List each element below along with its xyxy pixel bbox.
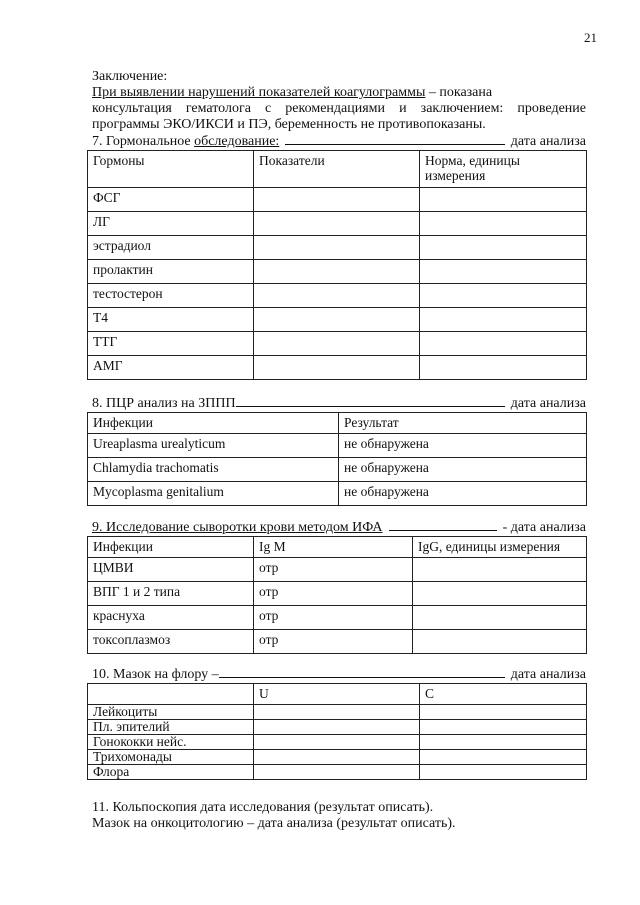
section-10-title: 10. Мазок на флору –	[92, 667, 219, 682]
table-row	[88, 582, 587, 606]
section-7-title-underlined: обследование:	[194, 134, 280, 149]
table-row	[88, 482, 587, 506]
hormone-name: ТТГ	[88, 332, 254, 356]
infection-name: ВПГ 1 и 2 типа	[88, 582, 254, 606]
header-infections: Инфекции	[88, 537, 254, 558]
norm-cell[interactable]	[420, 332, 587, 356]
table-row	[88, 765, 587, 780]
table-row	[88, 720, 587, 735]
hormone-name: ЛГ	[88, 212, 254, 236]
section-9-title: 9. Исследование сыворотки крови методом ИФА	[92, 520, 383, 535]
section-8-title: 8. ПЦР анализ на ЗППП	[92, 396, 236, 411]
header-hormones: Гормоны	[88, 151, 254, 188]
value-cell[interactable]	[254, 212, 420, 236]
norm-cell[interactable]	[420, 236, 587, 260]
header-u: U	[254, 684, 420, 705]
conclusion-line-1	[92, 85, 586, 101]
header-igm: Ig M	[254, 537, 413, 558]
table-row	[88, 332, 587, 356]
header-indicators: Показатели	[254, 151, 420, 188]
page-number: 21	[584, 30, 597, 45]
smear-item: Флора	[88, 765, 254, 780]
smear-table	[87, 683, 587, 780]
section-9-date-fill-line	[389, 529, 497, 531]
smear-item: Трихомонады	[88, 750, 254, 765]
value-cell[interactable]	[254, 188, 420, 212]
c-cell[interactable]	[420, 735, 587, 750]
hormone-name: ФСГ	[88, 188, 254, 212]
igg-cell[interactable]	[413, 558, 587, 582]
section-10-heading	[92, 667, 586, 683]
u-cell[interactable]	[254, 765, 420, 780]
value-cell[interactable]	[254, 356, 420, 380]
section-8-heading	[92, 396, 586, 412]
section-7-heading	[92, 134, 586, 150]
hormone-name: АМГ	[88, 356, 254, 380]
section-7-title-prefix: 7. Гормональное	[92, 134, 195, 149]
table-row	[88, 606, 587, 630]
igm-value: отр	[254, 558, 413, 582]
header-norm-units: Норма, единицы измерения	[420, 151, 587, 188]
table-row	[88, 188, 587, 212]
section-8-date-fill-line	[236, 405, 505, 407]
conclusion-text: консультация гематолога с рекомендациями и заключением: проведение программы ЭКО/ИКСИ и ПЭ, беременность не противопоказаны.	[92, 101, 586, 132]
table-row	[88, 236, 587, 260]
hormone-name: Т4	[88, 308, 254, 332]
section-10-date-label: дата анализа	[510, 667, 586, 682]
table-row	[88, 705, 587, 720]
header-result: Результат	[339, 413, 587, 434]
smear-item: Лейкоциты	[88, 705, 254, 720]
value-cell[interactable]	[254, 284, 420, 308]
cytology-line: Мазок на онкоцитологию – дата анализа (результат описать).	[92, 816, 456, 831]
section-10-date-fill-line	[219, 676, 505, 678]
header-infections: Инфекции	[88, 413, 339, 434]
smear-item: Гонококки нейс.	[88, 735, 254, 750]
u-cell[interactable]	[254, 750, 420, 765]
c-cell[interactable]	[420, 705, 587, 720]
table-row	[88, 284, 587, 308]
infection-name: Ureaplasma urealyticum	[88, 434, 339, 458]
conclusion-title: Заключение:	[92, 69, 168, 84]
table-row	[88, 260, 587, 284]
table-row	[88, 308, 587, 332]
igm-value: отр	[254, 630, 413, 654]
hormone-name: эстрадиол	[88, 236, 254, 260]
result-value: не обнаружена	[339, 482, 587, 506]
header-c: C	[420, 684, 587, 705]
header-igg-units: IgG, единицы измерения	[413, 537, 587, 558]
infection-name: Chlamydia trachomatis	[88, 458, 339, 482]
c-cell[interactable]	[420, 720, 587, 735]
section-7-date-label: дата анализа	[510, 134, 586, 149]
hormone-table	[87, 150, 587, 380]
table-header-row	[88, 151, 587, 188]
table-row	[88, 630, 587, 654]
value-cell[interactable]	[254, 308, 420, 332]
u-cell[interactable]	[254, 735, 420, 750]
conclusion-underlined: При выявлении нарушений показателей коагулограммы	[92, 85, 426, 100]
header-blank	[88, 684, 254, 705]
section-9-heading	[92, 520, 586, 536]
table-row	[88, 356, 587, 380]
infection-name: краснуха	[88, 606, 254, 630]
table-row	[88, 458, 587, 482]
norm-cell[interactable]	[420, 356, 587, 380]
pcr-table	[87, 412, 587, 506]
igm-value: отр	[254, 606, 413, 630]
colposcopy-line: 11. Кольпоскопия дата исследования (результат описать).	[92, 800, 434, 815]
conclusion-line-1-rest: – показана	[425, 85, 493, 100]
section-11	[92, 800, 586, 832]
norm-cell[interactable]	[420, 212, 587, 236]
section-9-date-label: - дата анализа	[502, 520, 586, 535]
norm-cell[interactable]	[420, 260, 587, 284]
result-value: не обнаружена	[339, 458, 587, 482]
u-cell[interactable]	[254, 705, 420, 720]
elisa-table	[87, 536, 587, 654]
igg-cell[interactable]	[413, 630, 587, 654]
section-7-date-fill-line	[285, 143, 504, 145]
value-cell[interactable]	[254, 260, 420, 284]
table-row	[88, 212, 587, 236]
table-row	[88, 558, 587, 582]
conclusion-block	[92, 69, 586, 133]
igg-cell[interactable]	[413, 582, 587, 606]
table-row	[88, 750, 587, 765]
u-cell[interactable]	[254, 720, 420, 735]
table-row	[88, 735, 587, 750]
infection-name: Mycoplasma genitalium	[88, 482, 339, 506]
table-header-row	[88, 413, 587, 434]
value-cell[interactable]	[254, 332, 420, 356]
result-value: не обнаружена	[339, 434, 587, 458]
igg-cell[interactable]	[413, 606, 587, 630]
igm-value: отр	[254, 582, 413, 606]
norm-cell[interactable]	[420, 284, 587, 308]
smear-item: Пл. эпителий	[88, 720, 254, 735]
value-cell[interactable]	[254, 236, 420, 260]
c-cell[interactable]	[420, 765, 587, 780]
table-header-row	[88, 537, 587, 558]
infection-name: токсоплазмоз	[88, 630, 254, 654]
norm-cell[interactable]	[420, 308, 587, 332]
c-cell[interactable]	[420, 750, 587, 765]
hormone-name: пролактин	[88, 260, 254, 284]
table-row	[88, 434, 587, 458]
norm-cell[interactable]	[420, 188, 587, 212]
section-7-title	[92, 134, 279, 150]
hormone-name: тестостерон	[88, 284, 254, 308]
section-8-date-label: дата анализа	[510, 396, 586, 411]
infection-name: ЦМВИ	[88, 558, 254, 582]
table-header-row	[88, 684, 587, 705]
